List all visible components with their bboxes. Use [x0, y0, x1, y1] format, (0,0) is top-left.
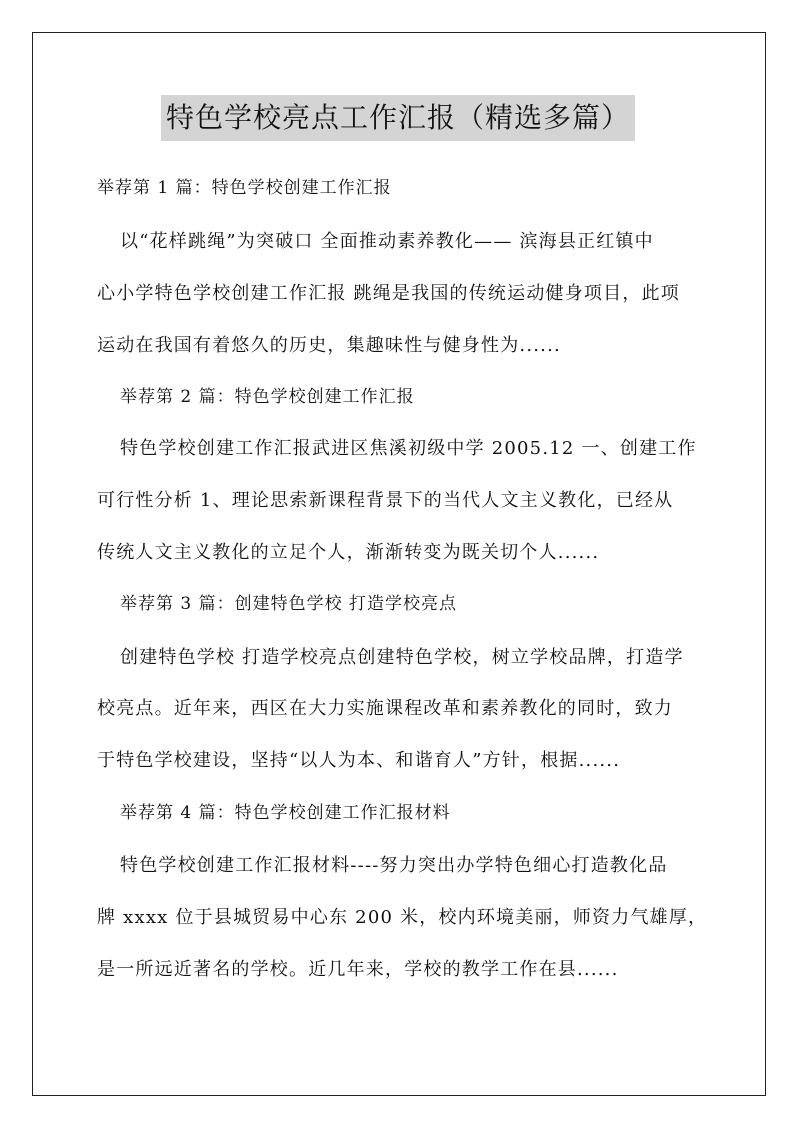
- section-heading-2: 举荐第 2 篇：特色学校创建工作汇报: [120, 387, 415, 407]
- section-4-line-2: 牌 xxxx 位于县城贸易中心东 200 米，校内环境美丽，师资力气雄厚，: [97, 907, 708, 928]
- document-title: 特色学校亮点工作汇报（精选多篇）: [161, 95, 635, 141]
- section-2-line-2: 可行性分析 1、理论思索新课程背景下的当代人文主义教化，已经从: [97, 490, 674, 511]
- section-3-line-2: 校亮点。近年来，西区在大力实施课程改革和素养教化的同时，致力: [97, 698, 673, 719]
- section-2-line-1: 特色学校创建工作汇报武进区焦溪初级中学 2005.12 一、创建工作: [120, 438, 697, 459]
- section-3-line-1: 创建特色学校 打造学校亮点创建特色学校，树立学校品牌，打造学: [120, 647, 684, 668]
- section-heading-4: 举荐第 4 篇：特色学校创建工作汇报材料: [120, 803, 451, 823]
- section-heading-1: 举荐第 1 篇：特色学校创建工作汇报: [97, 178, 392, 198]
- section-2-line-3: 传统人文主义教化的立足个人，渐渐转变为既关切个人......: [97, 542, 600, 563]
- section-4-line-1: 特色学校创建工作汇报材料----努力突出办学特色细心打造教化品: [120, 855, 668, 876]
- section-heading-3: 举荐第 3 篇：创建特色学校 打造学校亮点: [120, 594, 458, 614]
- section-1-line-1: 以“花样跳绳”为突破口 全面推动素养教化—— 滨海县正红镇中: [120, 231, 654, 252]
- section-4-line-3: 是一所远近著名的学校。近几年来，学校的教学工作在县......: [97, 959, 619, 980]
- section-1-line-3: 运动在我国有着悠久的历史，集趣味性与健身性为......: [97, 335, 561, 356]
- section-3-line-3: 于特色学校建设，坚持“以人为本、和谐育人”方针，根据......: [97, 750, 621, 771]
- section-1-line-2: 心小学特色学校创建工作汇报 跳绳是我国的传统运动健身项目，此项: [97, 283, 680, 304]
